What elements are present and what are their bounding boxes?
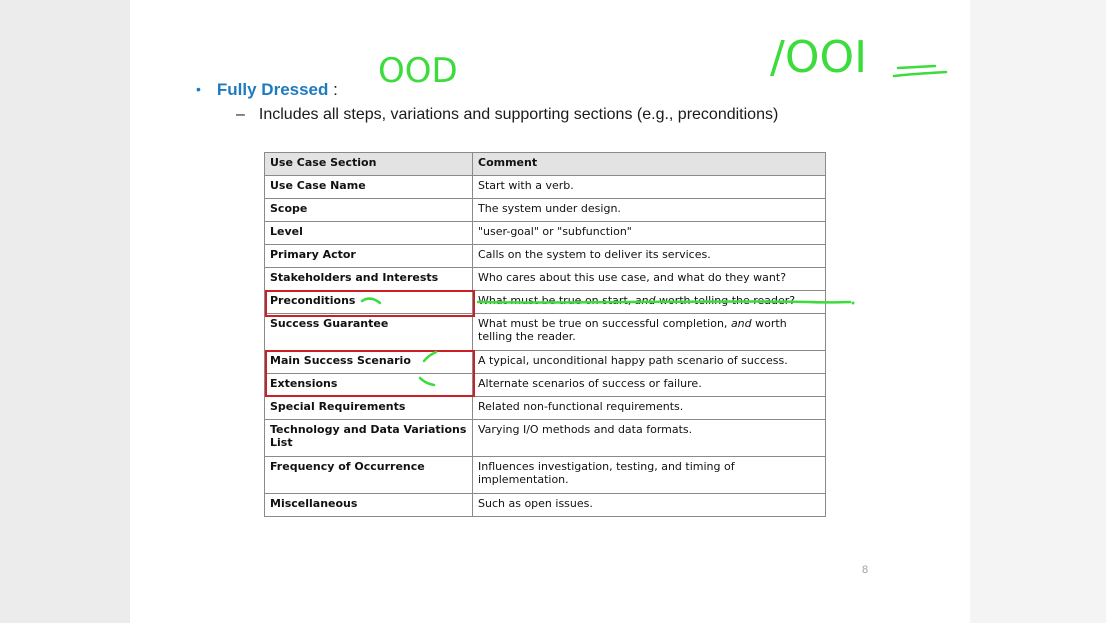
use-case-table [264, 152, 826, 517]
bullet-item [196, 80, 338, 100]
table-row [265, 245, 826, 268]
row-section: Technology and Data Variations List [265, 420, 473, 457]
table-row [265, 397, 826, 420]
dash-icon: – [236, 106, 245, 123]
ink-note-ooi: /OOI [770, 32, 868, 83]
row-section: Preconditions [265, 291, 473, 314]
row-section: Frequency of Occurrence [265, 457, 473, 494]
comment-text: What must be true on start, [478, 294, 635, 307]
row-comment: Alternate scenarios of success or failure. [473, 374, 826, 397]
table-row [265, 222, 826, 245]
table-row [265, 420, 826, 457]
comment-text: worth telling the reader. [478, 317, 787, 343]
comment-emphasis: and [730, 317, 752, 330]
table-row [265, 176, 826, 199]
row-comment: Calls on the system to deliver its services. [473, 245, 826, 268]
header-comment: Comment [473, 153, 826, 176]
row-section: Primary Actor [265, 245, 473, 268]
row-section: Success Guarantee [265, 314, 473, 351]
bullet-dot-icon: • [196, 81, 201, 97]
row-comment: Influences investigation, testing, and timing of implementation. [473, 457, 826, 494]
row-section: Extensions [265, 374, 473, 397]
row-section: Level [265, 222, 473, 245]
row-section: Scope [265, 199, 473, 222]
row-section: Use Case Name [265, 176, 473, 199]
bullet-title: Fully Dressed [216, 80, 329, 99]
row-comment [473, 291, 826, 314]
row-section: Main Success Scenario [265, 351, 473, 374]
row-comment: The system under design. [473, 199, 826, 222]
table-row [265, 314, 826, 351]
row-comment: Varying I/O methods and data formats. [473, 420, 826, 457]
table-header-row [265, 153, 826, 176]
row-comment: Start with a verb. [473, 176, 826, 199]
comment-text: worth telling the reader? [655, 294, 796, 307]
page-number: 8 [862, 564, 869, 576]
row-comment: A typical, unconditional happy path scenario of success. [473, 351, 826, 374]
sub-bullet [236, 106, 778, 124]
table-row [265, 268, 826, 291]
row-section: Miscellaneous [265, 494, 473, 517]
row-comment: Such as open issues. [473, 494, 826, 517]
table-row [265, 457, 826, 494]
comment-emphasis: and [634, 294, 656, 307]
row-comment: Related non-functional requirements. [473, 397, 826, 420]
row-section: Special Requirements [265, 397, 473, 420]
row-comment [473, 314, 826, 351]
bullet-colon: : [328, 80, 338, 99]
comment-text: What must be true on successful completion, [478, 317, 731, 330]
ink-note-ood: OOD [378, 51, 458, 91]
highlight-box-preconditions [265, 290, 475, 317]
row-section: Stakeholders and Interests [265, 268, 473, 291]
header-section: Use Case Section [265, 153, 473, 176]
row-comment: "user-goal" or "subfunction" [473, 222, 826, 245]
sub-bullet-text: Includes all steps, variations and supporting sections (e.g., preconditions) [258, 106, 779, 123]
side-panel [970, 0, 1106, 623]
table-row [265, 199, 826, 222]
table-row [265, 494, 826, 517]
highlight-box-scenarios [265, 350, 475, 397]
row-comment: Who cares about this use case, and what do they want? [473, 268, 826, 291]
